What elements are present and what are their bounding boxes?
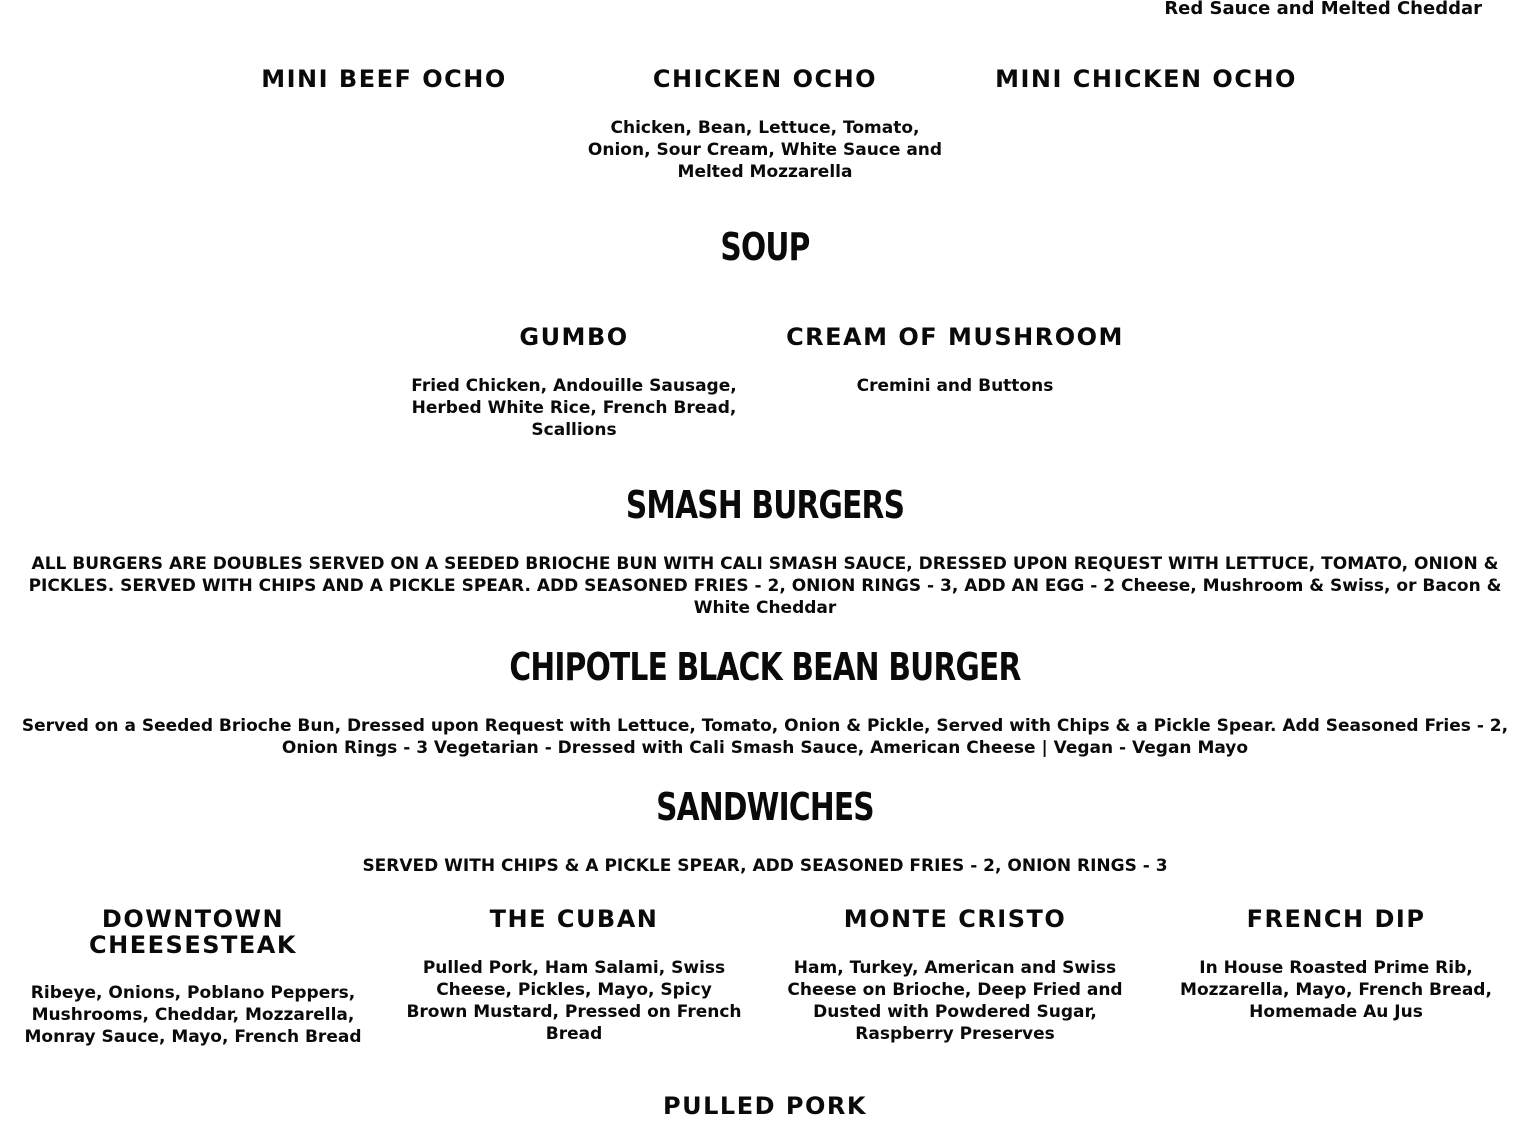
menu-item-name-mini-chicken-ocho: MINI CHICKEN OCHO (995, 65, 1297, 93)
menu-item-name-chicken-ocho: CHICKEN OCHO (652, 65, 878, 93)
section-title-sandwiches: SANDWICHES (656, 785, 874, 829)
menu-item-desc-gumbo: Fried Chicken, Andouille Sausage, Herbed White Rice, French Bread, Scallions (411, 376, 737, 440)
menu-item-desc-monte-cristo: Ham, Turkey, American and Swiss Cheese on Brioche, Deep Fried and Dusted with Powdered Sugar, Raspberry Preserves (787, 958, 1123, 1044)
section-note-chipotle-black-bean-burger: Served on a Seeded Brioche Bun, Dressed upon Request with Lettuce, Tomato, Onion & Pickle, Served with Chips & a Pickle Spear. Add Seasoned Fries - 2, Onion Rings - 3 Vegetarian - Dressed with Cali Smash Sauce, American Cheese | Vegan - Vegan Mayo (21, 716, 1509, 758)
section-title-smash-burgers: SMASH BURGERS (625, 483, 905, 527)
menu-item-desc-chicken-ocho: Chicken, Bean, Lettuce, Tomato, Onion, Sour Cream, White Sauce and Melted Mozzarella (587, 118, 943, 182)
menu-item-name-gumbo: GUMBO (519, 323, 629, 351)
menu-item-name-the-cuban: THE CUBAN (489, 905, 659, 933)
section-title-chipotle-black-bean-burger: CHIPOTLE BLACK BEAN BURGER (509, 645, 1021, 689)
section-note-smash-burgers: ALL BURGERS ARE DOUBLES SERVED ON A SEEDED BRIOCHE BUN WITH CALI SMASH SAUCE, DRESSED UPON REQUEST WITH LETTUCE, TOMATO, ONION & PICKLES. SERVED WITH CHIPS AND A PICKLE SPEAR. ADD SEASONED FRIES - 2, ONION RINGS - 3, ADD AN EGG - 2 Cheese, Mushroom & Swiss, or Bacon & White Cheddar (28, 554, 1502, 618)
section-title-soup: SOUP (720, 225, 810, 269)
menu-item-name-monte-cristo: MONTE CRISTO (843, 905, 1067, 933)
previous-item-description: Red Sauce and Melted Cheddar (1164, 0, 1482, 19)
menu-item-name-pulled-pork: PULLED PORK (663, 1092, 867, 1120)
menu-item-desc-the-cuban: Pulled Pork, Ham Salami, Swiss Cheese, Pickles, Mayo, Spicy Brown Mustard, Pressed on French Bread (406, 958, 742, 1044)
menu-item-desc-french-dip: In House Roasted Prime Rib, Mozzarella, Mayo, French Bread, Homemade Au Jus (1180, 958, 1492, 1022)
section-note-sandwiches: SERVED WITH CHIPS & A PICKLE SPEAR, ADD SEASONED FRIES - 2, ONION RINGS - 3 (362, 856, 1168, 876)
menu-item-desc-downtown-cheesesteak: Ribeye, Onions, Poblano Peppers, Mushrooms, Cheddar, Mozzarella, Monray Sauce, Mayo, French Bread (24, 983, 362, 1047)
menu-item-name-cream-of-mushroom: CREAM OF MUSHROOM (786, 323, 1124, 351)
menu-item-name-downtown-cheesesteak: DOWNTOWN CHEESESTEAK (89, 905, 297, 959)
menu-item-desc-cream-of-mushroom: Cremini and Buttons (856, 376, 1054, 396)
menu-item-name-mini-beef-ocho: MINI BEEF OCHO (261, 65, 507, 93)
menu-item-name-french-dip: FRENCH DIP (1246, 905, 1426, 933)
